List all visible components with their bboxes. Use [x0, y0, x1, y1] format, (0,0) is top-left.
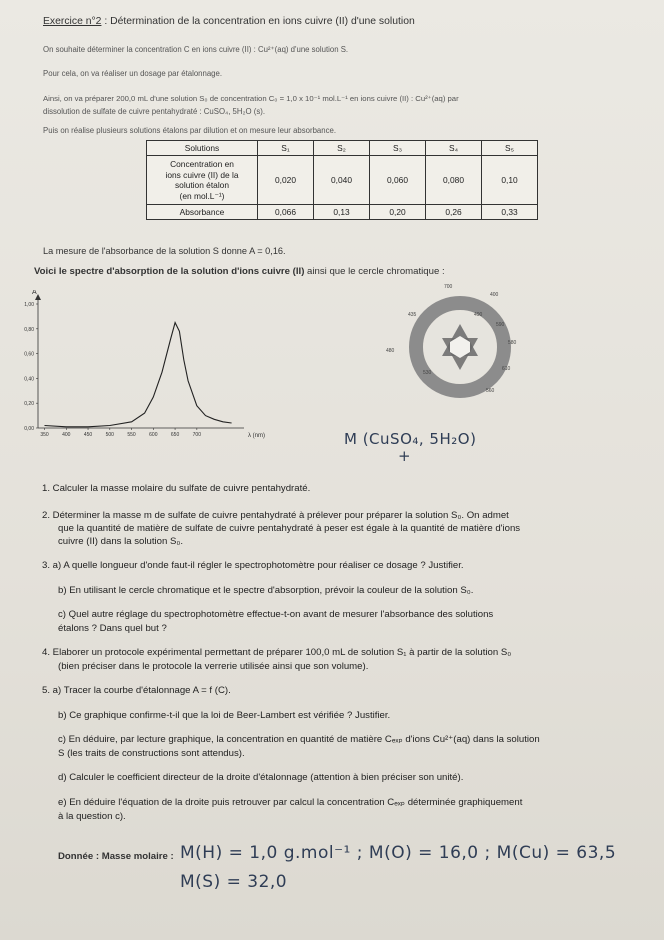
question-5e-line-1: e) En déduire l'équation de la droite puis retrouver par calcul la concentration Cₑₓₚ déterminée graphiquement: [58, 797, 523, 808]
x-tick-label: 500: [105, 432, 114, 438]
absorbance-cell: 0,33: [482, 205, 538, 220]
wheel-wavelength-label: 590: [496, 322, 505, 328]
question-1: 1. Calculer la masse molaire du sulfate de cuivre pentahydraté.: [42, 483, 311, 494]
handwritten-formula: M (CuSO₄, 5H₂O): [344, 430, 477, 448]
y-tick-label: 0,80: [24, 326, 34, 333]
wheel-wavelength-label: 610: [502, 366, 511, 372]
solution-cell: S₅: [482, 141, 538, 156]
x-tick-label: 700: [192, 432, 202, 438]
absorbance-cell: 0,20: [370, 205, 426, 220]
spectrum-intro: [34, 266, 445, 278]
question-5e-line-2: à la question c).: [58, 811, 126, 822]
intro-line-5: Puis on réalise plusieurs solutions étalons par dilution et on mesure leur absorbance.: [43, 126, 336, 135]
question-3a: 3. a) A quelle longueur d'onde faut-il régler le spectrophotomètre pour réaliser ce dosage ? Justifier.: [42, 560, 464, 571]
exercise-title: [43, 16, 415, 28]
question-4-line-1: 4. Elaborer un protocole expérimental permettant de préparer 100,0 mL de solution S₁ à partir de la solution S₀: [42, 647, 512, 658]
spectrum-intro-rest: ainsi que le cercle chromatique :: [304, 266, 445, 277]
donnee-label: Donnée : Masse molaire :: [58, 851, 174, 862]
question-4-line-2: (bien préciser dans le protocole la verrerie utilisée ainsi que son volume).: [58, 661, 369, 672]
row-header-line: (en mol.L⁻¹): [179, 190, 225, 201]
wheel-wavelength-label: 560: [486, 388, 495, 394]
row-header-line: Concentration en: [170, 159, 234, 169]
y-tick-label: 1,00: [24, 302, 34, 308]
x-tick-label: 400: [62, 432, 71, 438]
question-2-line-3: cuivre (II) dans la solution S₀.: [58, 536, 184, 547]
row-header-absorbance: Absorbance: [147, 205, 258, 220]
wheel-wavelength-label: 480: [386, 348, 395, 354]
x-tick-label: 650: [170, 432, 180, 438]
intro-line-3: Ainsi, on va préparer 200,0 mL d'une solution S₀ de concentration C₀ = 1,0 x 10⁻¹ mol.L⁻¹ en ions cuivre (II) : Cu²⁺(aq) par: [43, 94, 459, 103]
concentration-cell: 0,080: [426, 156, 482, 205]
question-5a: 5. a) Tracer la courbe d'étalonnage A = f (C).: [42, 685, 231, 696]
solution-cell: S₃: [370, 141, 426, 156]
solution-cell: S₂: [314, 141, 370, 156]
question-2-line-2: que la quantité de matière de sulfate de cuivre pentahydraté à peser est égale à la quantité de matière d'ions: [58, 523, 521, 534]
exercise-number: Exercice n°2: [43, 16, 102, 27]
absorbance-measure-text: La mesure de l'absorbance de la solution S donne A = 0,16.: [43, 246, 286, 256]
table-row: [147, 156, 538, 205]
question-5c-line-1: c) En déduire, par lecture graphique, la concentration en quantité de matière Cₑₓₚ d'ions Cu²⁺(aq) dans la solution: [58, 734, 540, 745]
handwritten-plus: +: [398, 447, 412, 465]
x-tick-label: 350: [40, 432, 49, 438]
intro-line-1: On souhaite déterminer la concentration C en ions cuivre (II) : Cu²⁺(aq) d'une solution S.: [43, 45, 349, 54]
x-axis-label: λ (nm): [248, 433, 265, 439]
handwritten-molar-masses-line-1: M(H) = 1,0 g.mol⁻¹ ; M(O) = 16,0 ; M(Cu) = 63,5: [180, 843, 617, 863]
standards-table: [146, 140, 538, 220]
question-3c-line-2: étalons ? Dans quel but ?: [58, 623, 167, 634]
y-axis-label: A: [32, 290, 37, 296]
y-tick-label: 0,40: [24, 376, 34, 383]
question-3c-line-1: c) Quel autre réglage du spectrophotomètre effectue-t-on avant de mesurer l'absorbance des solutions: [58, 609, 494, 620]
question-5c-line-2: S (les traits de constructions sont attendus).: [58, 748, 245, 759]
question-2-line-1: 2. Déterminer la masse m de sulfate de cuivre pentahydraté à prélever pour préparer la solution S₀. On admet: [42, 510, 509, 521]
intro-line-2: Pour cela, on va réaliser un dosage par étalonnage.: [43, 69, 223, 78]
y-tick-label: 0,20: [24, 401, 34, 408]
wheel-wavelength-label: 490: [474, 312, 483, 318]
y-tick-label: 0,60: [24, 351, 34, 358]
intro-line-4: dissolution de sulfate de cuivre pentahydraté : CuSO₄, 5H₂O (s).: [43, 107, 266, 116]
absorbance-cell: 0,26: [426, 205, 482, 220]
x-tick-label: 600: [149, 432, 158, 438]
spectrum-intro-bold: Voici le spectre d'absorption de la solution d'ions cuivre (II): [34, 266, 305, 277]
concentration-cell: 0,040: [314, 156, 370, 205]
concentration-cell: 0,020: [258, 156, 314, 205]
absorbance-cell: 0,13: [314, 205, 370, 220]
wheel-wavelength-label: 400: [490, 292, 499, 298]
color-wheel: [378, 280, 548, 415]
handwritten-molar-masses-line-2: M(S) = 32,0: [180, 872, 288, 892]
spectrum-line: [45, 323, 232, 427]
y-tick-label: 0,00: [24, 426, 34, 432]
row-header-line: solution étalon: [174, 180, 229, 190]
exercise-title-text: : Détermination de la concentration en ions cuivre (II) d'une solution: [101, 16, 415, 27]
wheel-wavelength-label: 700: [444, 284, 453, 290]
row-header-line: ions cuivre (II) de la: [165, 169, 239, 180]
x-tick-label: 450: [83, 432, 93, 438]
solution-cell: S₁: [258, 141, 314, 156]
absorption-spectrum-chart: [8, 290, 266, 448]
table-row: [147, 205, 538, 220]
solution-cell: S₄: [426, 141, 482, 156]
row-header-solutions: Solutions: [147, 141, 258, 156]
wheel-wavelength-label: 530: [423, 370, 432, 376]
question-5b: b) Ce graphique confirme-t-il que la loi de Beer-Lambert est vérifiée ? Justifier.: [58, 710, 391, 721]
question-3b: b) En utilisant le cercle chromatique et le spectre d'absorption, prévoir la couleur de la solution S₀.: [58, 585, 474, 596]
absorbance-cell: 0,066: [258, 205, 314, 220]
concentration-cell: 0,10: [482, 156, 538, 205]
question-5d: d) Calculer le coefficient directeur de la droite d'étalonnage (attention à bien préciser son unité).: [58, 772, 464, 783]
concentration-cell: 0,060: [370, 156, 426, 205]
row-header-concentration: [147, 156, 258, 205]
table-row: [147, 141, 538, 156]
x-tick-label: 550: [127, 432, 136, 438]
wheel-wavelength-label: 435: [408, 312, 417, 318]
wheel-wavelength-label: 580: [508, 340, 517, 346]
